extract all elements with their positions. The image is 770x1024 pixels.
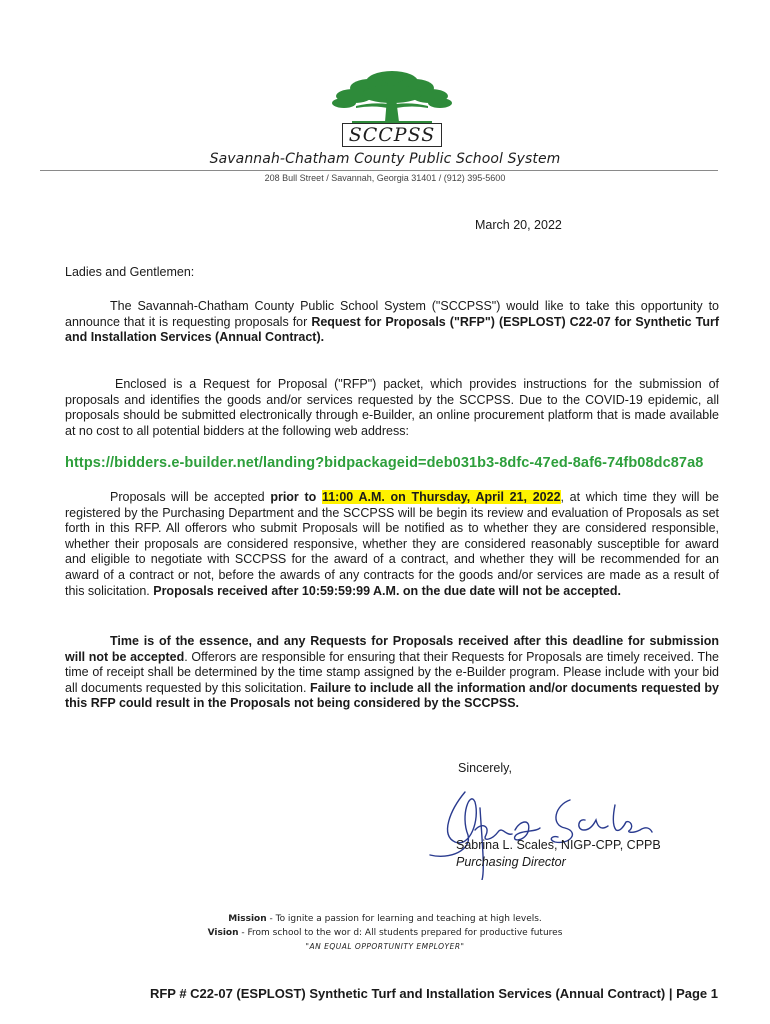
prior-to-label: prior to — [270, 490, 317, 504]
signer-name: Sabrina L. Scales, NIGP-CPP, CPPB — [456, 838, 661, 852]
deadline-highlight: 11:00 A.M. on Thursday, April 21, 2022 — [321, 490, 561, 504]
vision-text: - From school to the wor d: All students prepared for productive futures — [238, 928, 563, 938]
closing: Sincerely, — [458, 761, 512, 775]
mission-statement — [0, 912, 770, 954]
essence-body: . Offerors are responsible for ensuring that their Requests for Proposals are timely received. The time of receipt shall be determined by the time stamp assigned by the e-Builder program. Please include with your bid all documents requested by this solicitation. — [65, 649, 719, 695]
failure-notice: Failure to include all the information and/or documents requested by this RFP could result in the Proposals not being considered by the SCCPSS. — [65, 680, 720, 711]
logo-wordmark: SCCPSS — [342, 123, 442, 147]
mission-text: - To ignite a passion for learning and teaching at high levels. — [266, 914, 542, 924]
packet-paragraph — [65, 377, 719, 439]
signer-title: Purchasing Director — [456, 855, 566, 869]
packet-text: Enclosed is a Request for Proposal ("RFP") packet, which provides instructions for the submission of proposals and identifies the goods and/or services requested by the SCCPSS. Due to the COVID-19 epidemic, all proposals should be submitted electronically through e-Builder, an online procurement platform that is made available at no cost to all potential bidders at the following web address: — [65, 377, 719, 438]
rfp-title: Request for Proposals ("RFP") (ESPLOST) C22-07 for Synthetic Turf and Installation Services (Annual Contract). — [65, 314, 719, 345]
salutation: Ladies and Gentlemen: — [65, 265, 195, 279]
intro-paragraph — [65, 299, 719, 346]
letterhead-divider — [40, 170, 718, 171]
letter-date: March 20, 2022 — [475, 218, 562, 232]
mission-line — [0, 912, 770, 926]
bid-link[interactable]: https://bidders.e-builder.net/landing?bidpackageid=deb031b3-8dfc-47ed-8af6-74fb08dc87a8 — [65, 455, 704, 471]
org-name: Savannah-Chatham County Public School System — [209, 151, 561, 167]
equal-opportunity-line: "AN EQUAL OPPORTUNITY EMPLOYER" — [305, 942, 465, 951]
org-address: 208 Bull Street / Savannah, Georgia 31401 / (912) 395-5600 — [264, 173, 506, 183]
deadline-lead: Proposals will be accepted — [110, 490, 271, 504]
late-notice: Proposals received after 10:59:59:99 A.M. on the due date will not be accepted. — [153, 583, 621, 598]
page-footer: RFP # C22-07 (ESPLOST) Synthetic Turf and Installation Services (Annual Contract) | Page 1 — [149, 986, 718, 1001]
essence-paragraph — [65, 634, 719, 712]
intro-text: The Savannah-Chatham County Public School System ("SCCPSS") would like to take this opportunity to announce that it is requesting proposals for — [65, 299, 719, 329]
essence-bold: Time is of the essence, and any Requests for Proposals received after this deadline for submission will not be accepted — [65, 634, 719, 664]
oak-tree-icon — [332, 68, 452, 126]
vision-line — [0, 926, 770, 940]
vision-label: Vision — [207, 928, 239, 938]
mission-label: Mission — [228, 914, 267, 924]
sccpss-logo — [332, 68, 452, 148]
deadline-body: , at which time they will be registered by the Purchasing Department and the SCCPSS will be begin its review and evaluation of Proposals as set forth in this RFP. All offerors who submit Proposals will be notified as to whether they are considered responsible, whether their proposals are considered responsive, whether they are considered reasonably susceptible for award and eligible to negotiate with SCCPSS for the award of a contract, and whether they will be recommended for an award of a contract or not, before the awards of any contracts for the goods and/or services are made as a result of this solicitation. — [65, 490, 719, 598]
deadline-paragraph — [65, 490, 719, 599]
